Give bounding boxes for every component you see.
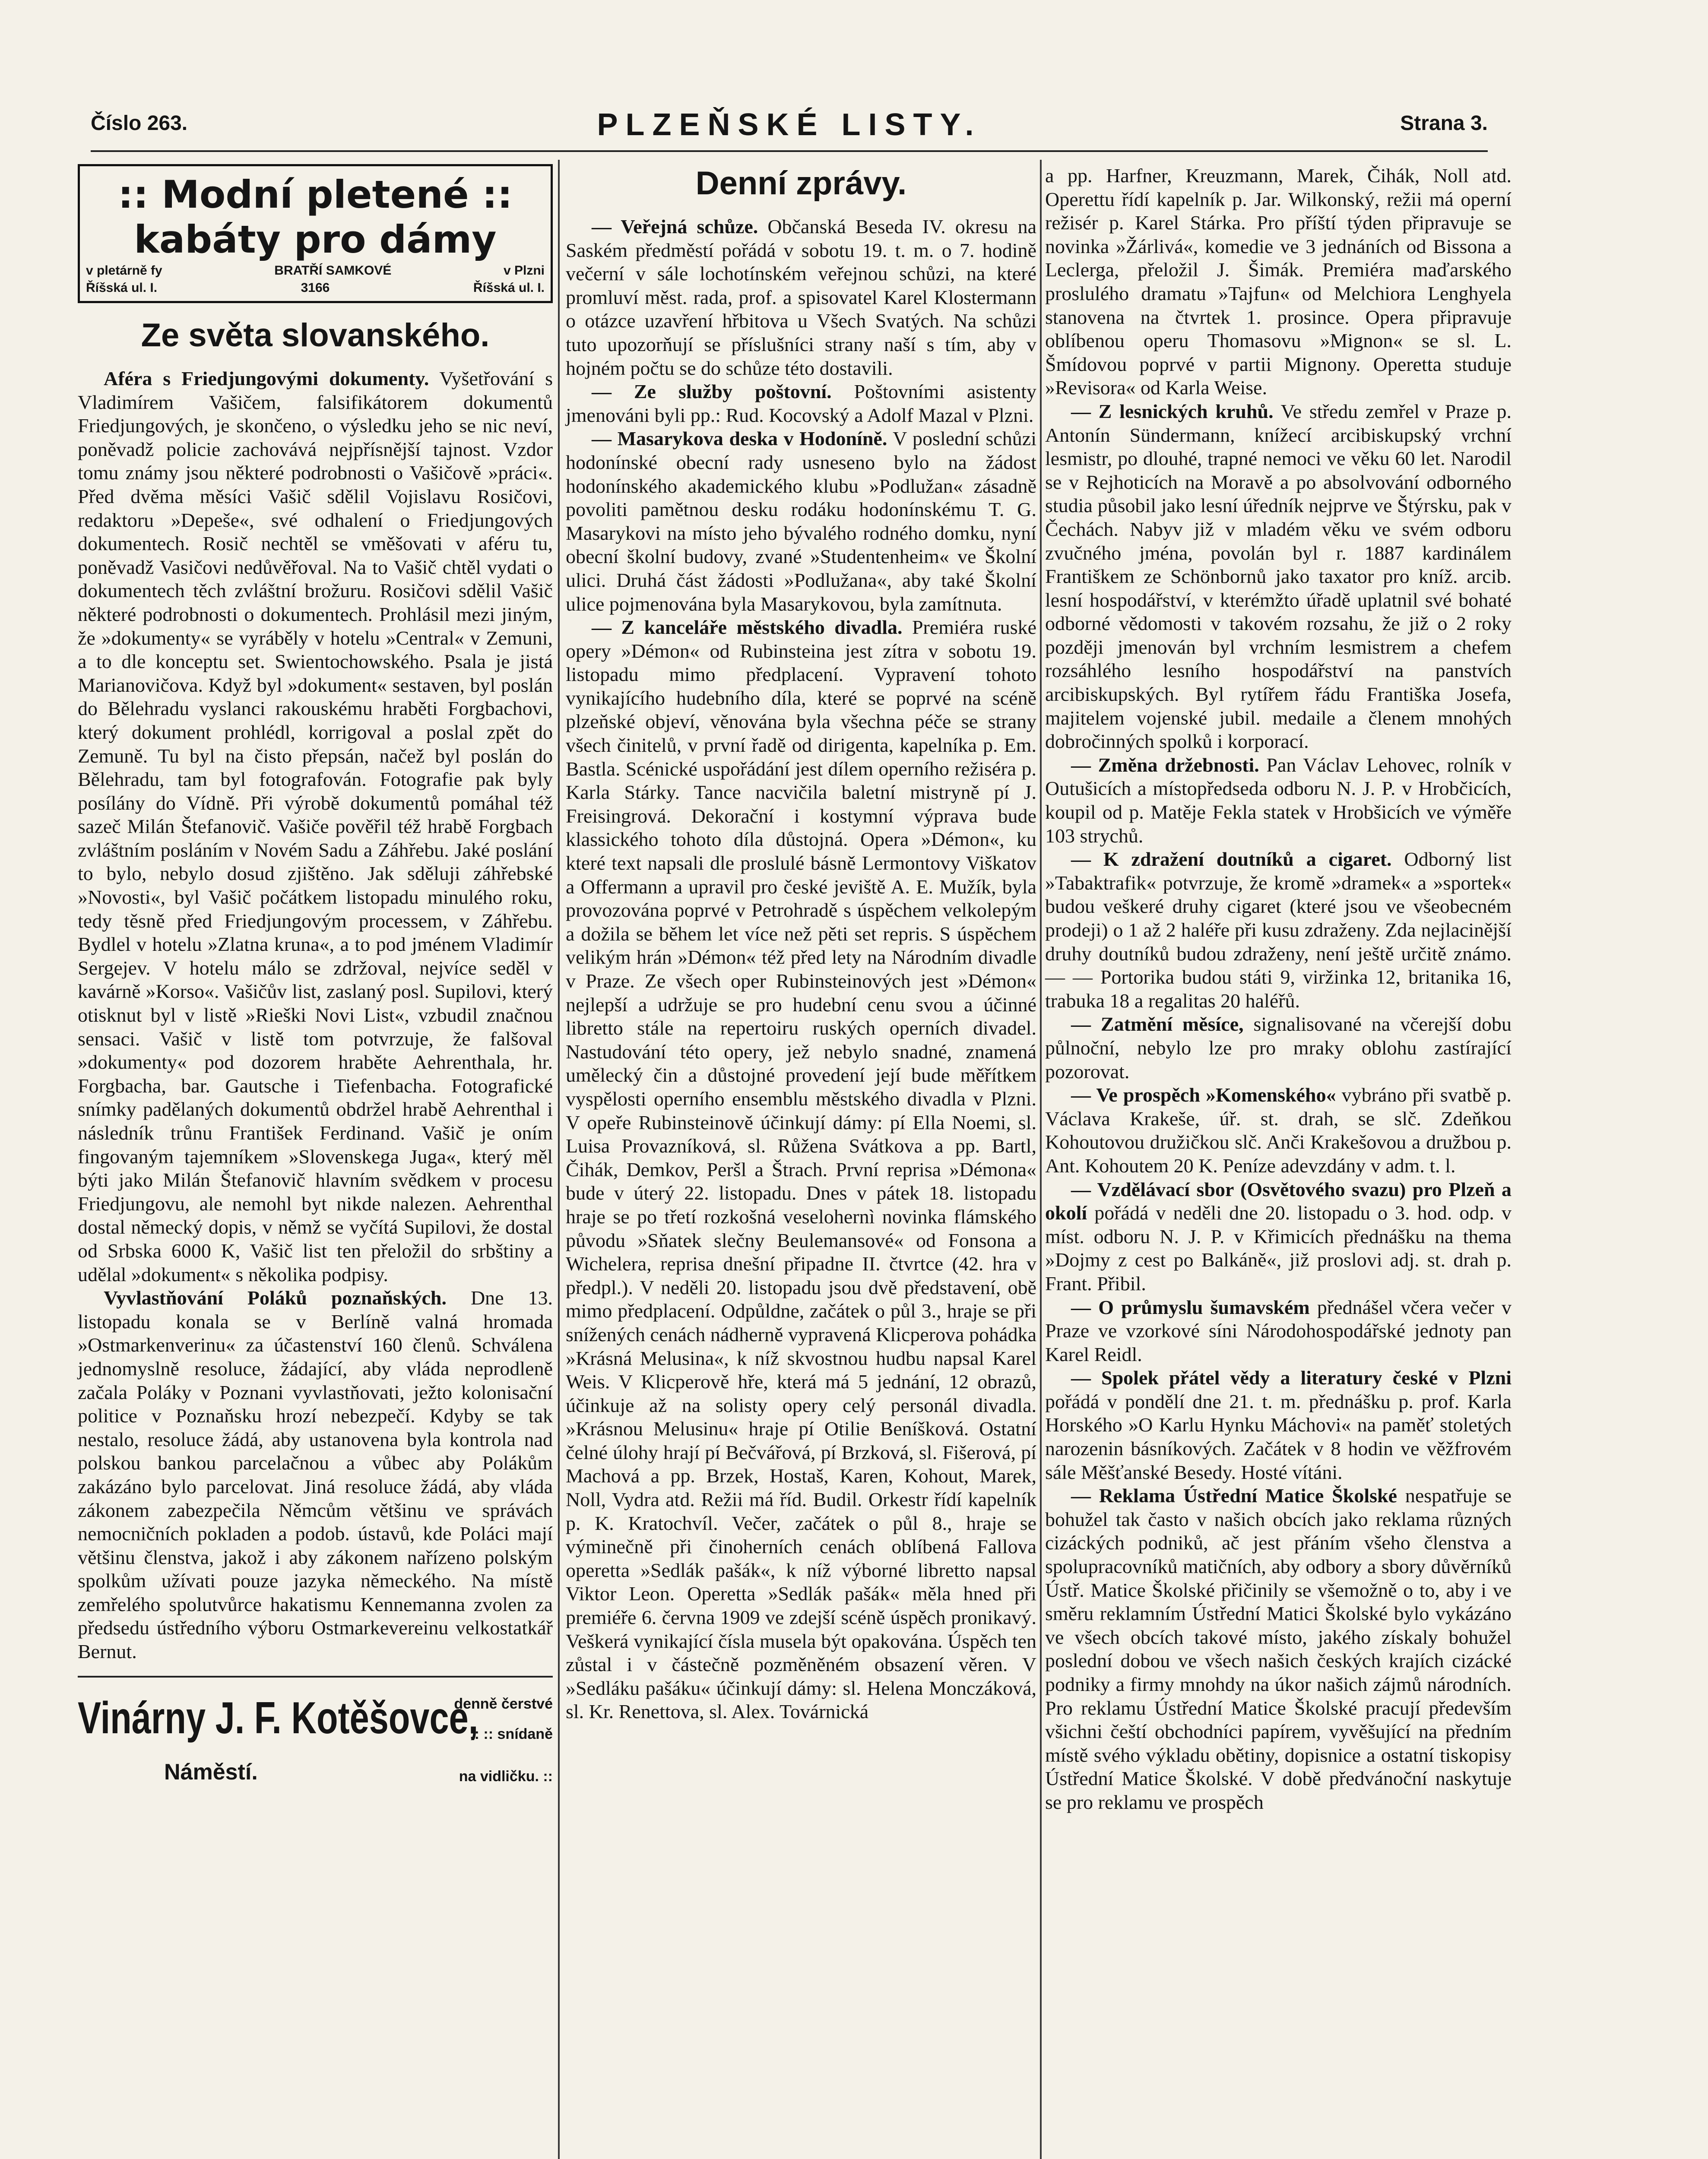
ad-headline: :: Modní pletené :: kabáty pro dámy bbox=[118, 172, 513, 262]
column-divider bbox=[1040, 160, 1042, 2159]
ad-text: :: :: snídaně bbox=[469, 1725, 553, 1742]
column-3 bbox=[1045, 164, 1512, 1814]
article-paragraph bbox=[78, 367, 553, 1286]
news-item bbox=[1045, 1178, 1512, 1296]
news-continuation: a pp. Harfner, Kreuzmann, Marek, Čihák, Noll atd. Operettu řídí kapelník p. Jar. Wilkonský, režii má operní režisér p. Karel Stárka. Pro příští týden připravuje se novinka »Žárlivá«, komedie ve 3 jednáních od Bissona a Leclerga, přeložil J. Šimák. Premiéra maďarského proslulého dramatu »Tajfun« od Melchiora Lenghyela stanovena na čtvrtek 1. prosince. Opera připravuje oblíbenou operu Thomasovu »Mignon« se sl. L. Šmídovou poprvé v partii Mignony. Operetta studuje »Revisora« od Karla Weise. bbox=[1045, 165, 1512, 399]
news-lead: — Zatmění měsíce, bbox=[1071, 1013, 1244, 1035]
article-paragraph bbox=[78, 1286, 553, 1664]
news-lead: — O průmyslu šumavském bbox=[1071, 1296, 1310, 1318]
separator-rule bbox=[78, 1676, 553, 1678]
issue-number: Číslo 263. bbox=[91, 112, 188, 135]
ad-phone: 3166 bbox=[301, 281, 330, 295]
news-lead: — Reklama Ústřední Matice Školské bbox=[1071, 1485, 1397, 1507]
section-heading: Ze světa slovanského. bbox=[141, 317, 490, 354]
ad-text: na vidličku. :: bbox=[459, 1768, 553, 1785]
news-item bbox=[1045, 1296, 1512, 1367]
news-text: Premiéra ruské opery »Démon« od Rubinsteina jest zítra v sobotu 19. listopadu mimo předplacení. Vypravení tohoto vynikajícího hudebního díla, které se poprvé na scéně plzeňské objeví, věnována byla všechna péče se strany všech činitelů, v první řadě od dirigenta, kapelníka p. Em. Bastla. Scénické uspořádání jest dílem operního režiséra p. Karla Stárky. Tance nacvičila baletní mistryně pí J. Freisingrová. Dekorační i kostymní výprava bude klassického tohoto díla důstojná. Opera »Démon«, ku které text napsali dle proslulé básně Lermontovy Viškatov a Offermann a upravil pro české jeviště A. E. Mužík, byla provozována poprvé v Petrohradě s úspěchem velkolepým a dožila se během let více než pěti set repris. S úspěchem velikým hrán »Démon« též před lety na Národním divadle v Praze. Ze všech oper Rubinsteinových jest »Démon« nejlepší a udržuje se pro hudební cenu svou a účinné libretto stále na repertoiru ruských operních divadel. Nastudování této opery, jež nebylo snadné, znamená umělecký čin a důstojné provedení její bude měřítkem vyspělosti operního ensemblu městského divadla v Plzni. V opeře Rubinsteinově účinkují dámy: pí Ella Noemi, sl. Luisa Provazníková, sl. Růžena Svátkova a pp. Bartl, Čihák, Demkov, Peršl a Štrach. První reprisa »Démona« bude v úterý 22. listopadu. Dnes v pátek 18. listopadu hraje se po třetí rozkošná veselohernì novinka flámského původu »Sňatek slečny Beulemansové« od Fonsona a Wichelera, reprisa dnešní připadne II. čtvrtce (42. hra v předpl.). V neděli 20. listopadu jsou dvě představení, obě mimo předplacení. Odpůldne, začátek o půl 3., hraje se při snížených cenách nádherně vypravená Klicperova pohádka »Krásná Melusina«, k níž skvostnou hudbu napsal Karel Weis. V Klicperově hře, která má 5 jednání, 12 obrazů, účinkuje až na solisty opery celý personál divadla. »Krásnou Melusinu« hraje pí Otilie Beníšková. Ostatní čelné úlohy hrají pí Bečvářová, pí Brzková, sl. Fišerová, pí Machová a pp. Brzek, Hostaš, Karen, Kohout, Marek, Noll, Vydra atd. Režii má říd. Budil. Orkestr řídí kapelník p. K. Kratochvíl. Večer, začátek o půl 8., hraje se výminečně při činoherních cenách oblíbená Fallova operetta »Sedlák pašák«, k níž výborné libretto napsal Viktor Leon. Operetta »Sedlák pašák« měla hned při premiéře 6. června 1909 ve zdejší scéně úspěch pronikavý. Veškerá vynikající čísla musela být opakována. Úspěch ten zůstal i v částečně pozměněném obsazení věren. V »Sedláku pašáku« účinkují dámy: sl. Helena Monczáková, sl. Kr. Renettova, sl. Alex. Továrnická bbox=[566, 616, 1037, 1723]
news-lead: — Ze služby poštovní. bbox=[592, 380, 832, 403]
news-item bbox=[566, 427, 1036, 616]
news-item bbox=[1045, 1484, 1512, 1814]
news-text: vybráno při svatbě p. Václava Krakeše, úř. st. drah, se slč. Zdeňkou Kohoutovou družičkou slč. Anči Krakešovou a družbou p. Ant. Kohoutem 20 K. Peníze adevzdány v adm. t. l. bbox=[1045, 1084, 1512, 1177]
news-item bbox=[566, 380, 1036, 427]
newspaper-title: PLZEŇSKÉ LISTY. bbox=[597, 108, 982, 142]
news-text: signalisované na včerejší dobu půlnoční, nebylo lze pro mraky oblohu zastírající pozorovat. bbox=[1045, 1013, 1512, 1083]
news-lead: — Z lesnických kruhů. bbox=[1071, 400, 1274, 422]
ad-line-1 bbox=[86, 262, 545, 279]
wine-bar-advertisement bbox=[78, 1688, 553, 1792]
news-lead: — Veřejná schůze. bbox=[592, 215, 758, 237]
column-2 bbox=[566, 164, 1036, 1724]
page-number: Strana 3. bbox=[1400, 112, 1488, 135]
news-text: pořádá v pondělí dne 21. t. m. přednášku p. prof. Karla Horského »O Karlu Hynku Máchovi« na paměť stoletých narozenin básníkových. Začátek v 8 hodin ve věžfrovém sále Měšťanské Besedy. Hosté vítáni. bbox=[1045, 1390, 1512, 1483]
news-text: Občanská Beseda IV. okresu na Saském předměstí pořádá v sobotu 19. t. m. o 7. hodině večerní v sále lochotínském veřejnou schůzi, na které promluví měst. rada, prof. a spisovatel Karel Klostermann o otázce uzavření hřbitova u Všech Svatých. Na schůzi tuto upozorňují se příslušníci strany naší s tím, aby v hojném počtu se do schůze této dostavili. bbox=[566, 215, 1037, 379]
column-1 bbox=[78, 164, 553, 1792]
page-header bbox=[91, 103, 1488, 152]
news-lead: — K zdražení doutníků a cigaret. bbox=[1071, 848, 1392, 871]
news-item bbox=[1045, 1013, 1512, 1083]
news-text: Pan Václav Lehovec, rolník v Outušicích a místopředseda odboru N. J. P. v Hrobčicích, koupil od p. Matěje Fekla statek v Hrobšicích ve výměře 103 strychů. bbox=[1045, 753, 1512, 847]
news-item bbox=[1045, 400, 1512, 753]
news-item bbox=[1045, 848, 1512, 1013]
news-item bbox=[566, 616, 1036, 1724]
column-divider bbox=[558, 160, 560, 2159]
news-lead: — Z kanceláře městského divadla. bbox=[592, 616, 903, 639]
news-text: pořádá v neděli dne 20. listopadu o 3. hod. odp. v míst. odboru N. J. P. v Křimicích přednášku na thema »Dojmy z cest po Balkáně«, již proslovi adj. st. drah p. Frant. Přibil. bbox=[1045, 1202, 1512, 1295]
ad-address: Říšská ul. I. bbox=[473, 281, 545, 295]
news-text: nespatřuje se bohužel tak často v našich obcích jako reklama různých cizáckých podniků, ač jest přáním všeho členstva a spolupracovníků matičních, aby odbory a sbory důvěrníků Ústř. Matice Školské přičinily se všemožně o to, aby i ve směru reklamním Ústřední Matici Školské bylo vykázáno ve všech obcích takové místo, jakého získaly bohužel poslední dobou ve všech našich českých krajích cizácké podniky a firmy mnohdy na úkor našich zájmů národních. Pro reklamu Ústřední Matice Školské pracují především všichni čeští obchodníci papírem, vyvěšující na předním místě svého výkladu obětiny, dopisnice a ostatní tiskopisy Ústřední Matice Školské. V době předvánoční naskytuje se pro reklamu ve prospěch bbox=[1045, 1485, 1512, 1813]
knitted-coats-advertisement bbox=[78, 164, 553, 303]
ad-location: Náměstí. bbox=[164, 1759, 258, 1785]
ad-address: Říšská ul. I. bbox=[86, 281, 158, 295]
news-text: Odborný list »Tabaktrafik« potvrzuje, že kromě »dramek« a »sportek« budou veškeré druhy cigaret (které jsou ve všeobecném prodeji) o 1 až 2 haléře při kusu zdraženy. Zda nejlacinější druhy doutníků budou zdraženy, není ještě určitě známo. — — Portorika budou státi 9, viržinka 12, britanika 16, trabuka 18 a regalitas 20 haléřů. bbox=[1045, 848, 1512, 1012]
news-item bbox=[1045, 753, 1512, 848]
news-item bbox=[1045, 1366, 1512, 1484]
news-item bbox=[566, 215, 1036, 380]
ad-firm-name: BRATŘÍ SAMKOVÉ bbox=[274, 263, 392, 278]
article-text: Vyšetřování s Vladimírem Vašičem, falsifikátorem dokumentů Friedjungových, je skončeno, o výsledku jeho se nic neví, poněvadž policie zachovává nejpřísnější tajnost. Vzdor tomu známy jsou některé podrobnosti o Vašičově »práci«. Před dvěma měsíci Vašič sdělil Vojislavu Rosičovi, redaktoru »Depeše«, své odhalení o Friedjungových dokumentech. Rosič nechtěl se vměšovati v aféru tu, poněvadž Vasičovi nedůvěřoval. Na to Vašič chtěl vydati o dokumentech těch zvláštní brožuru. Rosičovi sdělil Vašič některé podrobnosti o dokumentech. Prohlásil mezi jiným, že »dokumenty« se vyráběly v hotelu »Central« v Zemuni, a to dle konceptu set. Swientochowského. Psala je jistá Marianovičova. Když byl »dokument« sestaven, byl poslán do Bělehradu vyslanci rakouskému hraběti Forgbachovi, který dokument prohlédl, korrigoval a poslal zpět do Zemuně. Tu byl na čisto přepsán, načež byl poslán do Bělehradu, tam byl fotografován. Fotografie pak byly posílány do Vídně. Při výrobě dokumentů pomáhal též sazeč Milán Štefanovič. Vašiče pověřil též hrabě Forgbach zvláštním posláním v Novém Sadu a Záhřebu. Jaké poslání to bylo, nebylo dosud zjištěno. Jak sděluji záhřebské »Novosti«, byl Vašič počátkem listopadu minulého roku, tedy těsně před Friedjungovým processem, v Záhřebu. Bydlel v hotelu »Zlatna kruna«, a to pod jménem Vladimír Sergejev. V hotelu málo se zdržoval, nejvíce seděl v kavárně »Korso«. Vašičův list, zaslaný posl. Supilovi, který otisknut byl v listě »Rieški Novi List«, vzbudil značnou sensaci. Vašič v listě tom potvrzuje, že falšoval »dokumenty« pod dozorem hraběte Aehrenthala, hr. Forgbacha, bar. Gautsche i Tiefenbacha. Fotografické snímky padělaných dokumentů obdržel hrabě Aehrenthal i následník trůnu František Ferdinand. Vašič je oním fingovaným tajemníkem »Slovenskega Juga«, který měl býti jako Milán Štefanovič hlavním svědkem v procesu Friedjungovu, ale nemohl byt nikde nalezen. Aehrenthal dostal německý dopis, v němž se vyčítá Supilovi, že dostal od Srbska 6000 K, Vašič list ten přeložil do srbštiny a udělal »dokument« s několika podpisy. bbox=[78, 367, 553, 1285]
news-lead: — Vzdělávací sbor (Osvětového svazu) pro Plzeň a okolí bbox=[1045, 1178, 1512, 1224]
news-text: přednášel včera večer v Praze ve vzorkové síni Národohospodářské jednoty pan Karel Reidl. bbox=[1045, 1296, 1512, 1365]
news-text: Ve středu zemřel v Praze p. Antonín Sündermann, knížecí arcibiskupský vrchní lesmistr, po dlouhé, trapné nemoci ve věku 60 let. Narodil se v Rejhoticích na Moravě a po absolvování odborného studia působil jako lesní úředník nejprve ve Štýrsku, pak v Čechách. Nabyv již v mladém věku ve svém odboru zvučného jména, povolán byl r. 1887 kardinálem Františkem ze Schönbornů jako taxator pro kníž. arcib. lesní hospodářství, v kterémžto úřadě uplatnil své bohaté odborné vědomosti v takovém rozsahu, že již o 2 roky později jmenován byl vrchním lesmistrem a chefem rozsáhlého lesního hospodářství na panstvích arcibiskupských. Byl rytířem řádu Františka Josefa, majitelem vojenské jubil. medaile a členem mnohých dobročinných spolků i korporací. bbox=[1045, 400, 1512, 753]
ad-line-2 bbox=[86, 279, 545, 297]
news-text: Poštovními asistenty jmenováni byli pp.: Rud. Kocovský a Adolf Mazal v Plzni. bbox=[566, 380, 1036, 426]
news-item bbox=[1045, 1083, 1512, 1178]
news-lead: — Ve prospěch »Komenského« bbox=[1071, 1084, 1336, 1106]
ad-business-name: Vinárny J. F. Kotěšovce, bbox=[78, 1693, 478, 1743]
ad-text: v Plzni bbox=[503, 263, 545, 278]
article-text: Dne 13. listopadu konala se v Berlíně valná hromada »Ostmarkenverinu« za účastenství 160 členů. Schválena jednomyslně resoluce, žádající, aby vláda neprodleně začala Poláky v Poznani vyvlastňovati, ježto kolonisační politice v Poznaňsku hrozí nebezpečí. Kdyby se tak nestalo, resoluce žádá, aby ustanovena byla kontrola nad polskou bankou parcelačnou a vůbec aby Polákům zakázáno bylo parcelovat. Jiná resoluce žádá, aby vláda zákonem zabezpečila Němcům většinu ve správách nemocničních pokladen a podob. ústavů, kde Poláci mají většinu členstva, jakož i aby zákonem nařízeno polským spolkům užívati pouze jazyka německého. Na místě zemřelého spolutvůrce hakatismu Kennemanna zvolen za předsedu ústředního výboru Ostmarkevereinu velkostatkář Bernut. bbox=[78, 1287, 553, 1663]
article-lead: Aféra s Friedjungovými dokumenty. bbox=[104, 367, 429, 389]
ad-text: denně čerstvé bbox=[454, 1695, 553, 1712]
news-lead: — Změna držebnosti. bbox=[1071, 753, 1259, 776]
ad-text: v pletárně fy bbox=[86, 263, 162, 278]
news-text: V poslední schůzi hodonínské obecní rady usneseno bylo na žádost hodonínského akademického klubu »Podlužan« zásadně povoliti pamětnou desku rodáku hodonínskému T. G. Masarykovi na místo jeho bývalého rodného domku, nyní obecní školní budovy, zvané »Studentenheim« ve Školní ulici. Druhá část žádosti »Podlužana«, aby také Školní ulice pojmenována byla Masarykovou, byla zamítnuta. bbox=[566, 427, 1037, 615]
article-lead: Vyvlastňování Poláků poznaňských. bbox=[104, 1287, 447, 1309]
news-lead: — Spolek přátel vědy a literatury české v Plzni bbox=[1071, 1367, 1512, 1389]
news-lead: — Masarykova deska v Hodoníně. bbox=[592, 427, 887, 450]
section-heading: Denní zprávy. bbox=[695, 165, 907, 202]
